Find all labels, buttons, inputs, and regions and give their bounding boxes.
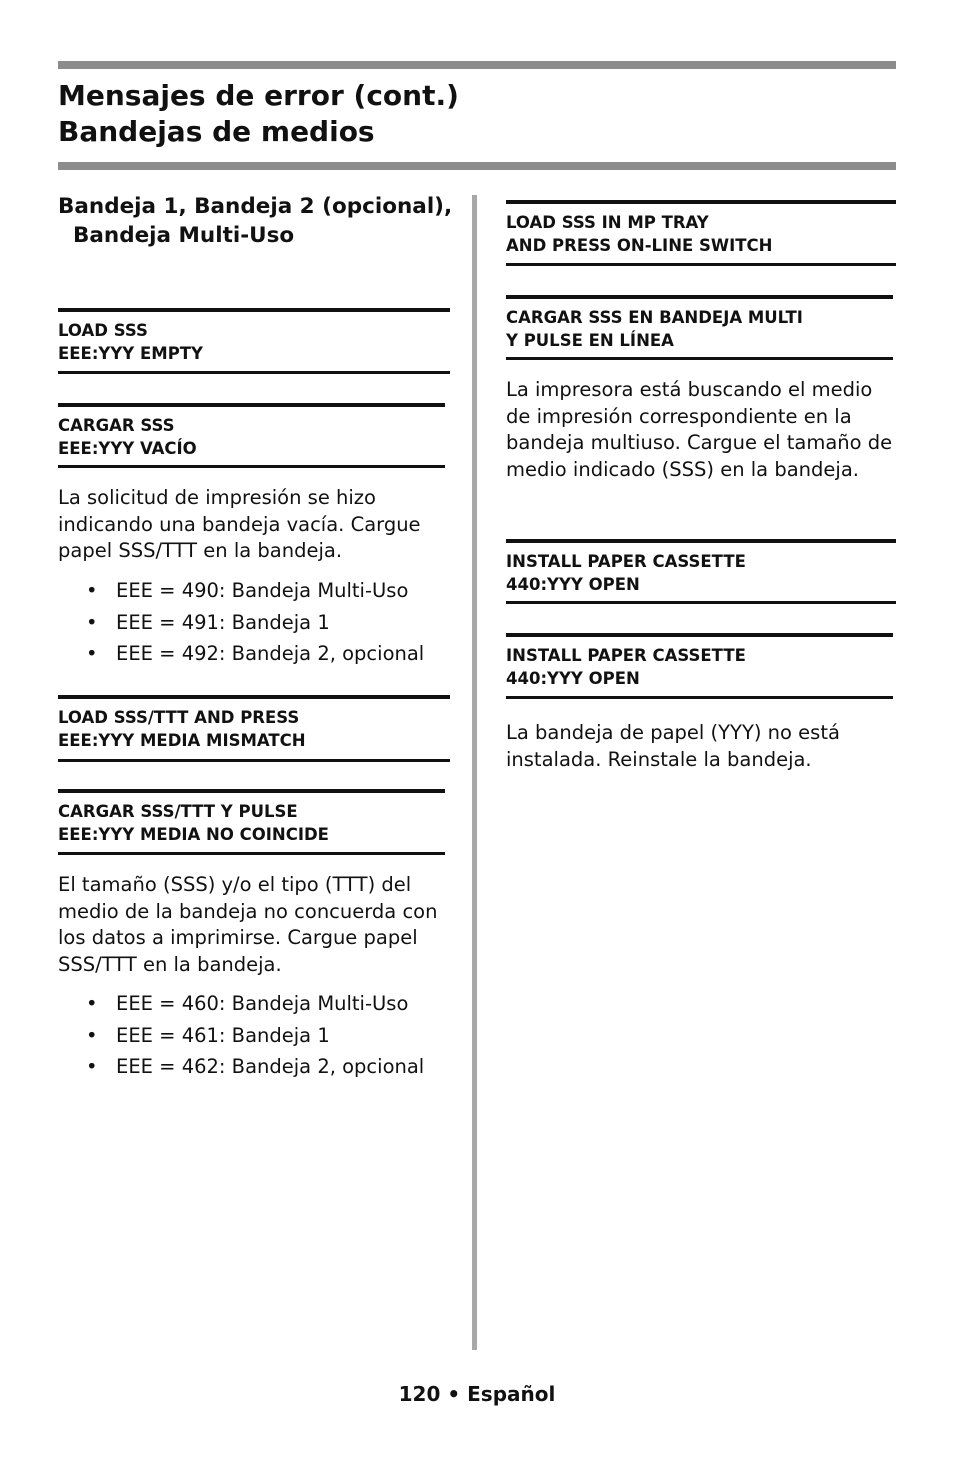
title-bottom-rule <box>58 162 896 170</box>
list-item-text: EEE = 490: Bandeja Multi-Uso <box>116 579 409 602</box>
message-line: Y PULSE EN LÍNEA <box>506 331 674 350</box>
bullet-icon: • <box>86 1055 98 1078</box>
list-item <box>58 1020 424 1052</box>
page-title-line2: Bandejas de medios <box>58 115 375 148</box>
list-item-text: EEE = 460: Bandeja Multi-Uso <box>116 992 409 1015</box>
message-line: LOAD SSS/TTT AND PRESS <box>58 708 300 727</box>
section-subheading: Bandeja 1, Bandeja 2 (opcional), Bandeja Multi-Uso <box>58 194 453 248</box>
footer-language: Español <box>467 1382 556 1406</box>
bullet-list-empty-codes <box>58 575 424 670</box>
column-divider <box>472 195 477 1350</box>
list-item-text: EEE = 461: Bandeja 1 <box>116 1023 330 1047</box>
list-item <box>58 1051 424 1083</box>
bullet-icon: • <box>86 1023 98 1047</box>
message-line: LOAD SSS <box>58 321 148 340</box>
list-item <box>58 638 424 670</box>
list-item <box>58 575 424 607</box>
paragraph-empty-tray: La solicitud de impresión se hizo indicando una bandeja vacía. Cargue papel SSS/TTT en la bandeja. <box>58 486 421 562</box>
footer-separator: • <box>447 1382 461 1406</box>
page-title <box>58 78 459 150</box>
message-line: AND PRESS ON-LINE SWITCH <box>506 236 773 255</box>
list-item-text: EEE = 462: Bandeja 2, opcional <box>116 1055 425 1078</box>
message-line: 440:YYY OPEN <box>506 669 640 688</box>
paragraph-tray-not-installed: La bandeja de papel (YYY) no está instalada. Reinstale la bandeja. <box>506 721 840 771</box>
message-line: EEE:YYY MEDIA NO COINCIDE <box>58 825 329 844</box>
error-message-load-mismatch <box>58 695 450 762</box>
message-line: EEE:YYY MEDIA MISMATCH <box>58 731 306 750</box>
list-item-text: EEE = 492: Bandeja 2, opcional <box>116 642 425 665</box>
bullet-icon: • <box>86 992 98 1015</box>
paragraph-multi-tray: La impresora está buscando el medio de impresión correspondiente en la bandeja multiuso. Cargue el tamaño de medio indicado (SSS) en la bandeja. <box>506 378 893 481</box>
error-message-cargar-sss <box>58 403 445 468</box>
error-message-load-mp-tray <box>506 200 896 266</box>
message-line: CARGAR SSS <box>58 416 175 435</box>
bullet-icon: • <box>86 579 98 602</box>
message-line: EEE:YYY EMPTY <box>58 344 203 363</box>
bullet-list-mismatch-codes <box>58 988 424 1083</box>
message-line: LOAD SSS IN MP TRAY <box>506 213 709 232</box>
message-line: INSTALL PAPER CASSETTE <box>506 646 746 665</box>
page-number: 120 <box>398 1382 441 1406</box>
message-line: CARGAR SSS EN BANDEJA MULTI <box>506 308 803 327</box>
page-title-line1: Mensajes de error (cont.) <box>58 79 459 112</box>
message-line: 440:YYY OPEN <box>506 575 640 594</box>
error-message-cargar-mismatch <box>58 789 445 855</box>
error-message-install-cassette-es <box>506 633 893 699</box>
list-item-text: EEE = 491: Bandeja 1 <box>116 610 330 634</box>
page-footer <box>0 1380 954 1408</box>
message-line: INSTALL PAPER CASSETTE <box>506 552 746 571</box>
list-item <box>58 988 424 1020</box>
bullet-icon: • <box>86 610 98 634</box>
error-message-load-sss <box>58 308 450 374</box>
error-message-install-cassette <box>506 539 896 604</box>
bullet-icon: • <box>86 642 98 665</box>
message-line: EEE:YYY VACÍO <box>58 439 197 458</box>
list-item <box>58 607 424 639</box>
top-rule <box>58 61 896 69</box>
message-line: CARGAR SSS/TTT Y PULSE <box>58 802 298 821</box>
error-message-cargar-multi <box>506 295 893 360</box>
paragraph-media-mismatch: El tamaño (SSS) y/o el tipo (TTT) del medio de la bandeja no concuerda con los datos a imprimirse. Cargue papel SSS/TTT en la bandeja. <box>58 873 438 976</box>
